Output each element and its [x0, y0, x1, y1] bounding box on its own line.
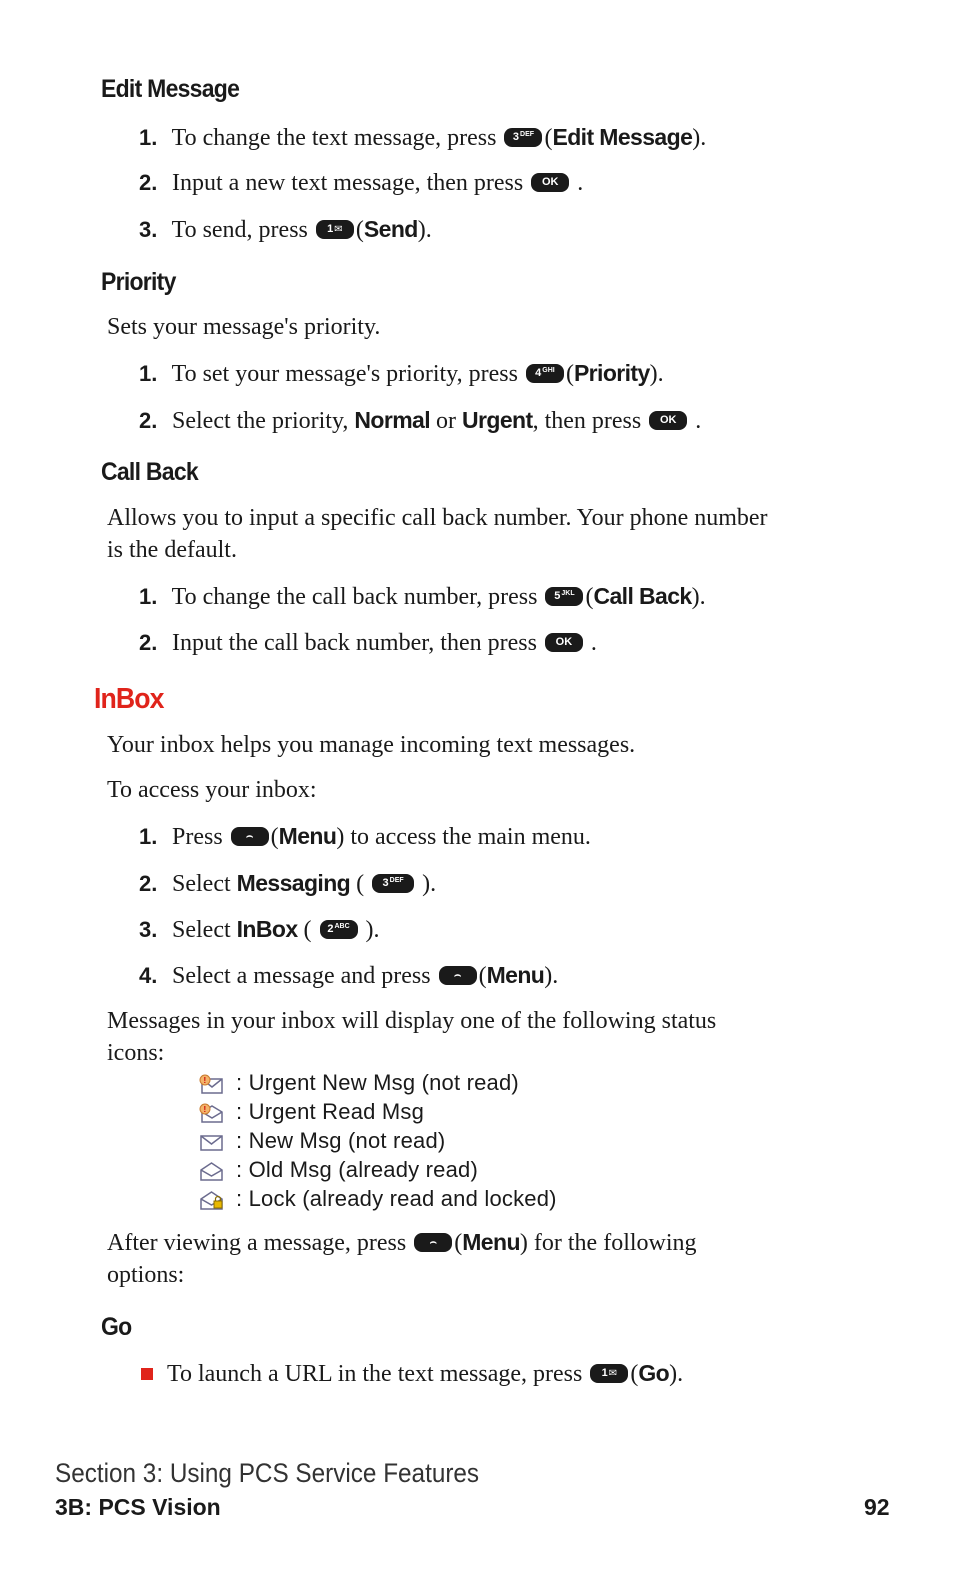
- after-viewing-line-1: After viewing a message, press ⌢ (Menu) for the following: [107, 1229, 697, 1256]
- call-back-intro-line-2: is the default.: [107, 537, 237, 563]
- status-label: : New Msg (not read): [236, 1128, 446, 1153]
- old-msg-icon: [198, 1161, 224, 1181]
- svg-text:!: !: [203, 1105, 207, 1114]
- status-label: : Urgent Read Msg: [236, 1099, 425, 1124]
- urgent-read-msg-icon: [198, 1103, 224, 1123]
- edit-message-step-3: 3. To send, press 1✉ (Send).: [139, 216, 432, 243]
- key-3-icon: $3^{DEF}$: [372, 874, 414, 893]
- edit-message-heading: Edit Message: [101, 75, 240, 103]
- priority-step-1: 1. To set your message's priority, press $4^{GHI}$ (Priority).: [139, 360, 664, 387]
- status-intro-line-1: Messages in your inbox will display one of the following status: [107, 1008, 717, 1034]
- go-heading: Go: [101, 1313, 132, 1341]
- svg-text:!: !: [203, 1076, 207, 1085]
- key-1-icon: 1✉: [590, 1364, 628, 1383]
- key-3-icon: $3^{DEF}$: [504, 128, 542, 147]
- status-intro-line-2: icons:: [107, 1040, 165, 1066]
- footer-subsection: 3B: PCS Vision: [55, 1494, 221, 1520]
- priority-step-2: 2. Select the priority, Normal or Urgent, then press OK .: [139, 407, 702, 434]
- inbox-heading: InBox: [94, 683, 164, 715]
- edit-message-step-1: 1. To change the text message, press $3^{DEF}$ (Edit Message).: [139, 124, 707, 151]
- menu-softkey-icon: ⌢: [231, 827, 269, 846]
- edit-message-step-2: 2. Input a new text message, then press OK .: [139, 170, 584, 196]
- key-5-icon: $5^{JKL}$: [545, 587, 583, 606]
- key-4-icon: $4^{GHI}$: [526, 364, 564, 383]
- call-back-intro-line-1: Allows you to input a specific call back number. Your phone number: [107, 505, 768, 531]
- new-msg-icon: [198, 1132, 224, 1152]
- ok-key-icon: OK: [545, 633, 583, 652]
- lock-msg-icon: [198, 1190, 224, 1210]
- inbox-step-2: 2. Select Messaging ( $3^{DEF}$ ).: [139, 870, 437, 897]
- inbox-access: To access your inbox:: [107, 777, 317, 803]
- priority-intro: Sets your message's priority.: [107, 314, 381, 340]
- status-label: : Old Msg (already read): [236, 1157, 478, 1182]
- status-label: : Urgent New Msg (not read): [236, 1070, 519, 1095]
- bullet-square-icon: [141, 1368, 153, 1380]
- call-back-step-2: 2. Input the call back number, then press OK .: [139, 630, 597, 656]
- inbox-step-1: 1. Press ⌢ (Menu) to access the main menu.: [139, 823, 591, 850]
- priority-heading: Priority: [101, 268, 176, 296]
- status-label: : Lock (already read and locked): [236, 1186, 557, 1211]
- urgent-new-msg-icon: [198, 1074, 224, 1094]
- after-viewing-line-2: options:: [107, 1262, 185, 1288]
- ok-key-icon: OK: [531, 173, 569, 192]
- inbox-step-3: 3. Select InBox ( $2^{ABC}$ ).: [139, 916, 380, 943]
- go-bullet: To launch a URL in the text message, press 1✉ (Go).: [141, 1360, 683, 1388]
- call-back-heading: Call Back: [101, 458, 198, 486]
- page-number: 92: [864, 1494, 890, 1520]
- key-2-icon: $2^{ABC}$: [320, 920, 358, 939]
- footer-section-title: Section 3: Using PCS Service Features: [55, 1458, 480, 1488]
- inbox-intro: Your inbox helps you manage incoming text messages.: [107, 732, 636, 758]
- call-back-step-1: 1. To change the call back number, press $5^{JKL}$ (Call Back).: [139, 583, 706, 610]
- key-1-icon: 1✉: [316, 220, 354, 239]
- ok-key-icon: OK: [649, 411, 687, 430]
- inbox-step-4: 4. Select a message and press ⌢ (Menu).: [139, 962, 559, 989]
- menu-softkey-icon: ⌢: [439, 966, 477, 985]
- menu-softkey-icon: ⌢: [414, 1233, 452, 1252]
